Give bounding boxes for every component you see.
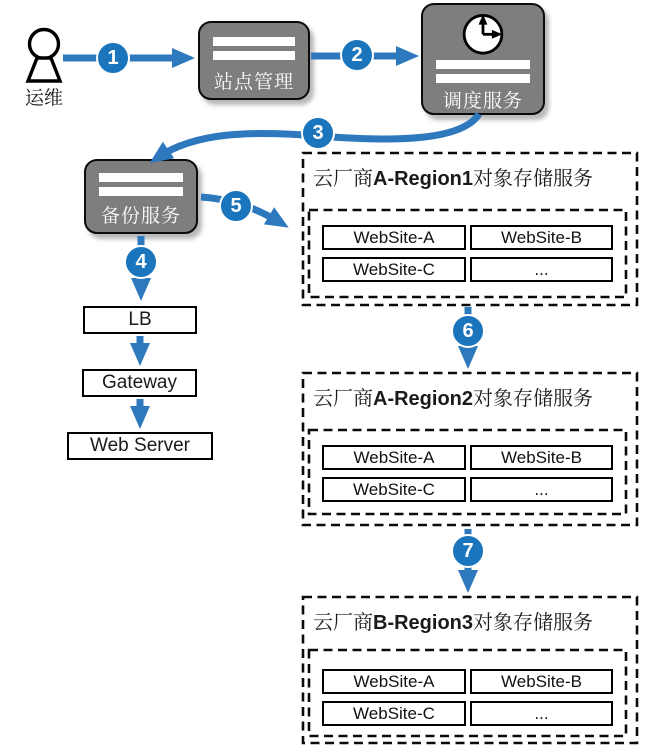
region-a1-title [313, 162, 593, 191]
site-box: WebSite-A [322, 669, 466, 694]
region-vendor: 云厂商 [313, 388, 373, 410]
region-service: 对象存储服务 [473, 388, 593, 410]
step-badge-7: 7 [451, 534, 485, 568]
scheduler-label: 调度服务 [442, 91, 523, 112]
step-badge-5: 5 [219, 189, 253, 223]
gateway-box [82, 369, 197, 397]
step-badge-2: 2 [340, 38, 374, 72]
server-stripes-icon [436, 60, 530, 83]
region-b3 [303, 597, 637, 743]
region-service: 对象存储服务 [473, 612, 593, 634]
site-box: ... [470, 477, 613, 502]
region-vendor: 云厂商 [313, 612, 373, 634]
site-management-box [198, 21, 310, 100]
person-icon [28, 30, 60, 82]
region-a2-title [313, 382, 593, 411]
scheduler-box [421, 3, 545, 115]
server-stripes-icon [99, 173, 183, 196]
step-badge-6: 6 [451, 314, 485, 348]
region-code: B-Region3 [373, 612, 473, 634]
region-b3-title [313, 606, 593, 635]
site-management-label: 站点管理 [213, 72, 294, 93]
actor-label: 运维 [24, 88, 63, 109]
site-box: WebSite-B [470, 225, 613, 250]
site-box: WebSite-B [470, 669, 613, 694]
step-badge-1: 1 [96, 41, 130, 75]
step-badge-4: 4 [124, 245, 158, 279]
backup-service-box [84, 159, 198, 234]
server-stripes-icon [213, 37, 295, 60]
site-box: WebSite-A [322, 445, 466, 470]
step-badge-3: 3 [301, 116, 335, 150]
site-box: WebSite-C [322, 477, 466, 502]
region-vendor: 云厂商 [313, 168, 373, 190]
gateway-label: Gateway [102, 372, 177, 393]
region-a2 [303, 373, 637, 525]
site-box: WebSite-B [470, 445, 613, 470]
web-server-box [67, 432, 213, 460]
region-code: A-Region2 [373, 388, 473, 410]
region-code: A-Region1 [373, 168, 473, 190]
site-box: WebSite-C [322, 701, 466, 726]
clock-icon [456, 11, 510, 56]
site-box: WebSite-C [322, 257, 466, 282]
site-box: ... [470, 701, 613, 726]
web-server-label: Web Server [90, 435, 190, 456]
lb-label: LB [128, 309, 152, 330]
backup-service-label: 备份服务 [100, 206, 181, 227]
region-a1 [303, 153, 637, 305]
lb-box [83, 306, 197, 334]
site-box: ... [470, 257, 613, 282]
region-service: 对象存储服务 [473, 168, 593, 190]
site-box: WebSite-A [322, 225, 466, 250]
